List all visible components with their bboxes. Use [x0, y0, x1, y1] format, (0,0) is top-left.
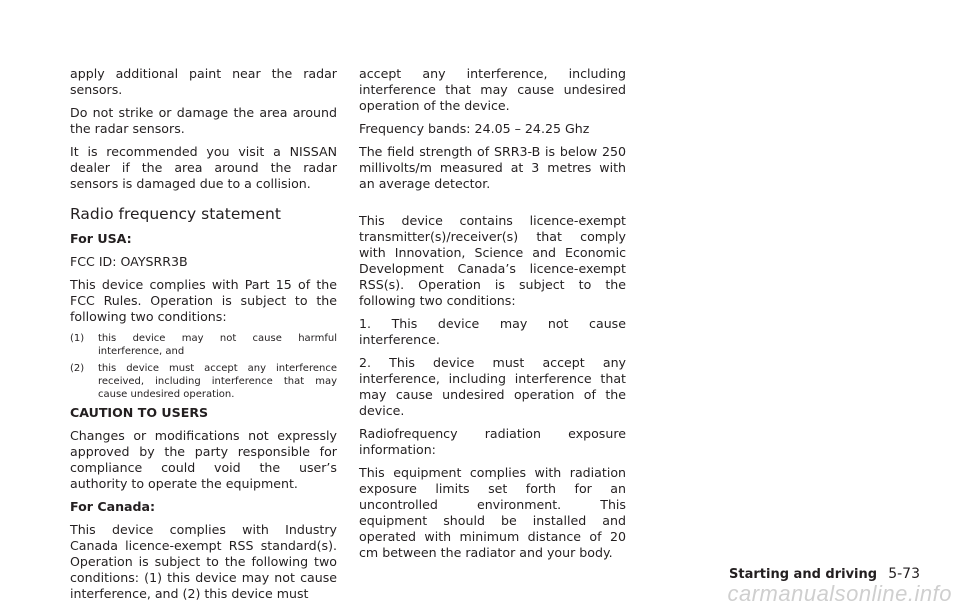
- list-number: (1): [70, 333, 85, 344]
- paragraph: This equipment complies with radiation exposure limits set forth for an uncontrolled environment. This equipment should be installed and operated with minimum distance of 20 cm between the radiator and your body.: [359, 465, 626, 560]
- paragraph: This device contains licence-exempt transmitter(s)/receiver(s) that comply with Innovation, Science and Economic Development Canada’s licence-exempt RSS(s). Operation is subject to the following two conditions:: [359, 213, 626, 308]
- list-text: this device may not cause harmful interference, and: [98, 333, 337, 357]
- paragraph: 1. This device may not cause interference.: [359, 316, 626, 347]
- paragraph: This device complies with Industry Canada licence-exempt RSS standard(s). Operation is subject to the following two conditions: (1) this device may not cause interference, and (2) this device must: [70, 522, 337, 601]
- list-number: (2): [70, 363, 85, 374]
- spacer: [359, 199, 626, 213]
- paragraph: The field strength of SRR3-B is below 250 millivolts/m measured at 3 metres with an average detector.: [359, 144, 626, 191]
- canada-label: For Canada:: [70, 499, 156, 514]
- list-text: this device must accept any interference received, including interference that may cause undesired operation.: [98, 363, 337, 400]
- paragraph: Do not strike or damage the area around the radar sensors.: [70, 105, 337, 136]
- usa-label: For USA:: [70, 231, 132, 246]
- paragraph: Radiofrequency radiation exposure information:: [359, 426, 626, 457]
- paragraph: 2. This device must accept any interference, including interference that may cause undesired operation of the device.: [359, 355, 626, 418]
- list-item: [70, 362, 337, 401]
- paragraph: Changes or modifications not expressly approved by the party responsible for compliance could void the user’s authority to operate the equipment.: [70, 428, 337, 491]
- section-heading: Radio frequency statement: [70, 205, 281, 223]
- watermark: carmanualsonline.info: [727, 581, 952, 606]
- paragraph: apply additional paint near the radar sensors.: [70, 66, 337, 97]
- caution-label: CAUTION TO USERS: [70, 405, 209, 420]
- footer-section-title: Starting and driving: [729, 567, 878, 582]
- page-number: 5-73: [888, 566, 920, 582]
- frequency-bands: Frequency bands: 24.05 – 24.25 Ghz: [359, 121, 590, 136]
- list-item: [70, 332, 337, 358]
- right-column: [359, 66, 626, 568]
- paragraph: It is recommended you visit a NISSAN dealer if the area around the radar sensors is damaged due to a collision.: [70, 144, 337, 191]
- paragraph: This device complies with Part 15 of the FCC Rules. Operation is subject to the following two conditions:: [70, 277, 337, 324]
- paragraph: accept any interference, including interference that may cause undesired operation of the device.: [359, 66, 626, 113]
- left-column: [70, 66, 337, 609]
- fcc-id: FCC ID: OAYSRR3B: [70, 254, 188, 269]
